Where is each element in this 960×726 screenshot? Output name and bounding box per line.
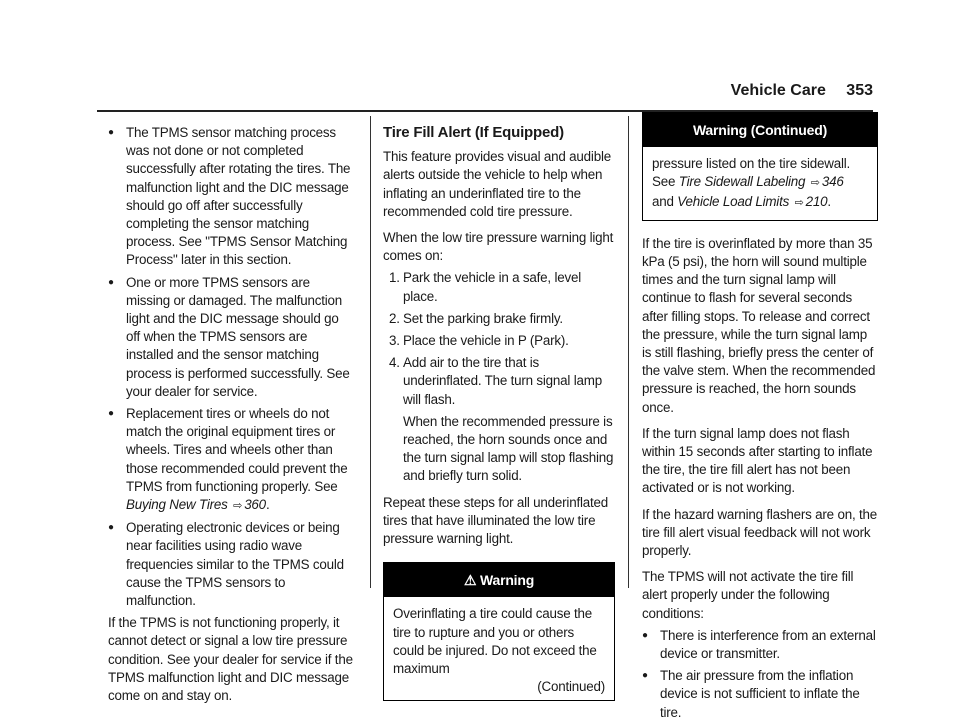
section-heading: Tire Fill Alert (If Equipped): [383, 124, 564, 141]
paragraph: Repeat these steps for all underinflated tires that have illuminated the low tire pressure warning light.: [383, 494, 608, 547]
section-title: Vehicle Care: [730, 82, 826, 99]
vehicle-load-limits-link[interactable]: Vehicle Load Limits: [677, 193, 790, 209]
paragraph: The TPMS will not activate the tire fill alert properly under the following conditions:: [642, 569, 854, 621]
bullet-item: ● The air pressure from the inflation device is not sufficient to inflate the tire.: [642, 667, 878, 722]
continued-label: (Continued): [537, 679, 605, 695]
page-ref[interactable]: 346: [821, 174, 844, 190]
step-item: 2. Set the parking brake firmly.: [389, 310, 563, 326]
bullet-item: ● Replacement tires or wheels do not match the original equipment tires or wheels. Tires and wheels other than those recommended could prevent the TPMS from functioning properly. See Buying New Tires ⇨ 360.: [108, 405, 356, 515]
warning-header: Warning (Continued): [643, 113, 877, 147]
column-2: [383, 124, 615, 701]
bullet-item: ● Operating electronic devices or being near facilities using radio wave frequencies similar to the TPMS could cause the TPMS sensors to malfunction.: [108, 519, 356, 610]
warning-box-continued: [642, 112, 878, 221]
column-divider: [370, 116, 371, 588]
paragraph: If the hazard warning flashers are on, the tire fill alert visual feedback will not work properly.: [642, 506, 878, 559]
tire-sidewall-labeling-link[interactable]: Tire Sidewall Labeling: [678, 174, 806, 190]
bullet-item: ● There is interference from an external device or transmitter.: [642, 627, 878, 663]
step-item: 1. Park the vehicle in a safe, level place.: [389, 270, 581, 304]
paragraph: When the low tire pressure warning light comes on:: [383, 230, 614, 264]
step-item: 4. Add air to the tire that is underinflated. The turn signal lamp will flash.: [389, 355, 602, 407]
bullet-item: ● One or more TPMS sensors are missing or damaged. The malfunction light and the DIC message should go off when the TPMS sensors are installed and the sensor matching process is performed successfully. See your dealer for service.: [108, 274, 356, 401]
page-ref-icon: ⇨: [233, 500, 243, 513]
warning-header: ⚠ Warning: [384, 563, 614, 597]
step-item: 3. Place the vehicle in P (Park).: [389, 333, 569, 349]
bullet-item: ● The TPMS sensor matching process was not done or not completed successfully after rotating the tires. The malfunction light and the DIC message should go off after successfully completing the sensor matching process. See "TPMS Sensor Matching Process" later in this section.: [108, 124, 356, 270]
warning-icon: ⚠: [463, 572, 480, 589]
column-1: [108, 124, 356, 713]
page-ref[interactable]: 360: [244, 497, 266, 513]
paragraph: If the TPMS is not functioning properly, it cannot detect or signal a low tire pressure condition. See your dealer for service if the TPMS malfunction light and DIC message come on and stay on.: [108, 615, 353, 704]
warning-body: Overinflating a tire could cause the tire to rupture and you or others could be injured. Do not exceed the maximum (Continued): [384, 597, 614, 700]
step-subparagraph: When the recommended pressure is reached, the horn sounds once and the turn signal lamp will stop flashing and briefly turn solid.: [403, 413, 614, 484]
buying-new-tires-link[interactable]: Buying New Tires: [126, 497, 228, 513]
column-3: [642, 124, 878, 726]
bullet-text: Replacement tires or wheels do not match the original equipment tires or wheels. Tires and wheels other than those recommended could prevent the TPMS from functioning properly. See: [126, 406, 348, 494]
paragraph: If the turn signal lamp does not flash within 15 seconds after starting to inflate the tire, the tire fill alert has not been activated or is not working.: [642, 425, 873, 496]
paragraph: This feature provides visual and audible alerts outside the vehicle to help when inflating an underinflated tire to the recommended cold tire pressure.: [383, 149, 611, 219]
page-number: 353: [846, 82, 873, 99]
page-ref-icon: ⇨: [794, 196, 804, 209]
column-divider: [628, 116, 629, 588]
warning-body: pressure listed on the tire sidewall. See Tire Sidewall Labeling ⇨ 346 and Vehicle Load Limits ⇨ 210.: [652, 156, 851, 209]
paragraph: If the tire is overinflated by more than 35 kPa (5 psi), the horn will sound multiple times and the turn signal lamp will continue to flash for several seconds after filling stops. To release and correct the pressure, while the turn signal lamp is still flashing, briefly press the center of the valve stem. When the recommended pressure is reached, the horn sounds once.: [642, 235, 876, 415]
warning-box: [383, 562, 615, 701]
page-ref-icon: ⇨: [810, 177, 820, 190]
page-ref[interactable]: 210: [805, 193, 828, 209]
page-header: [731, 82, 873, 100]
